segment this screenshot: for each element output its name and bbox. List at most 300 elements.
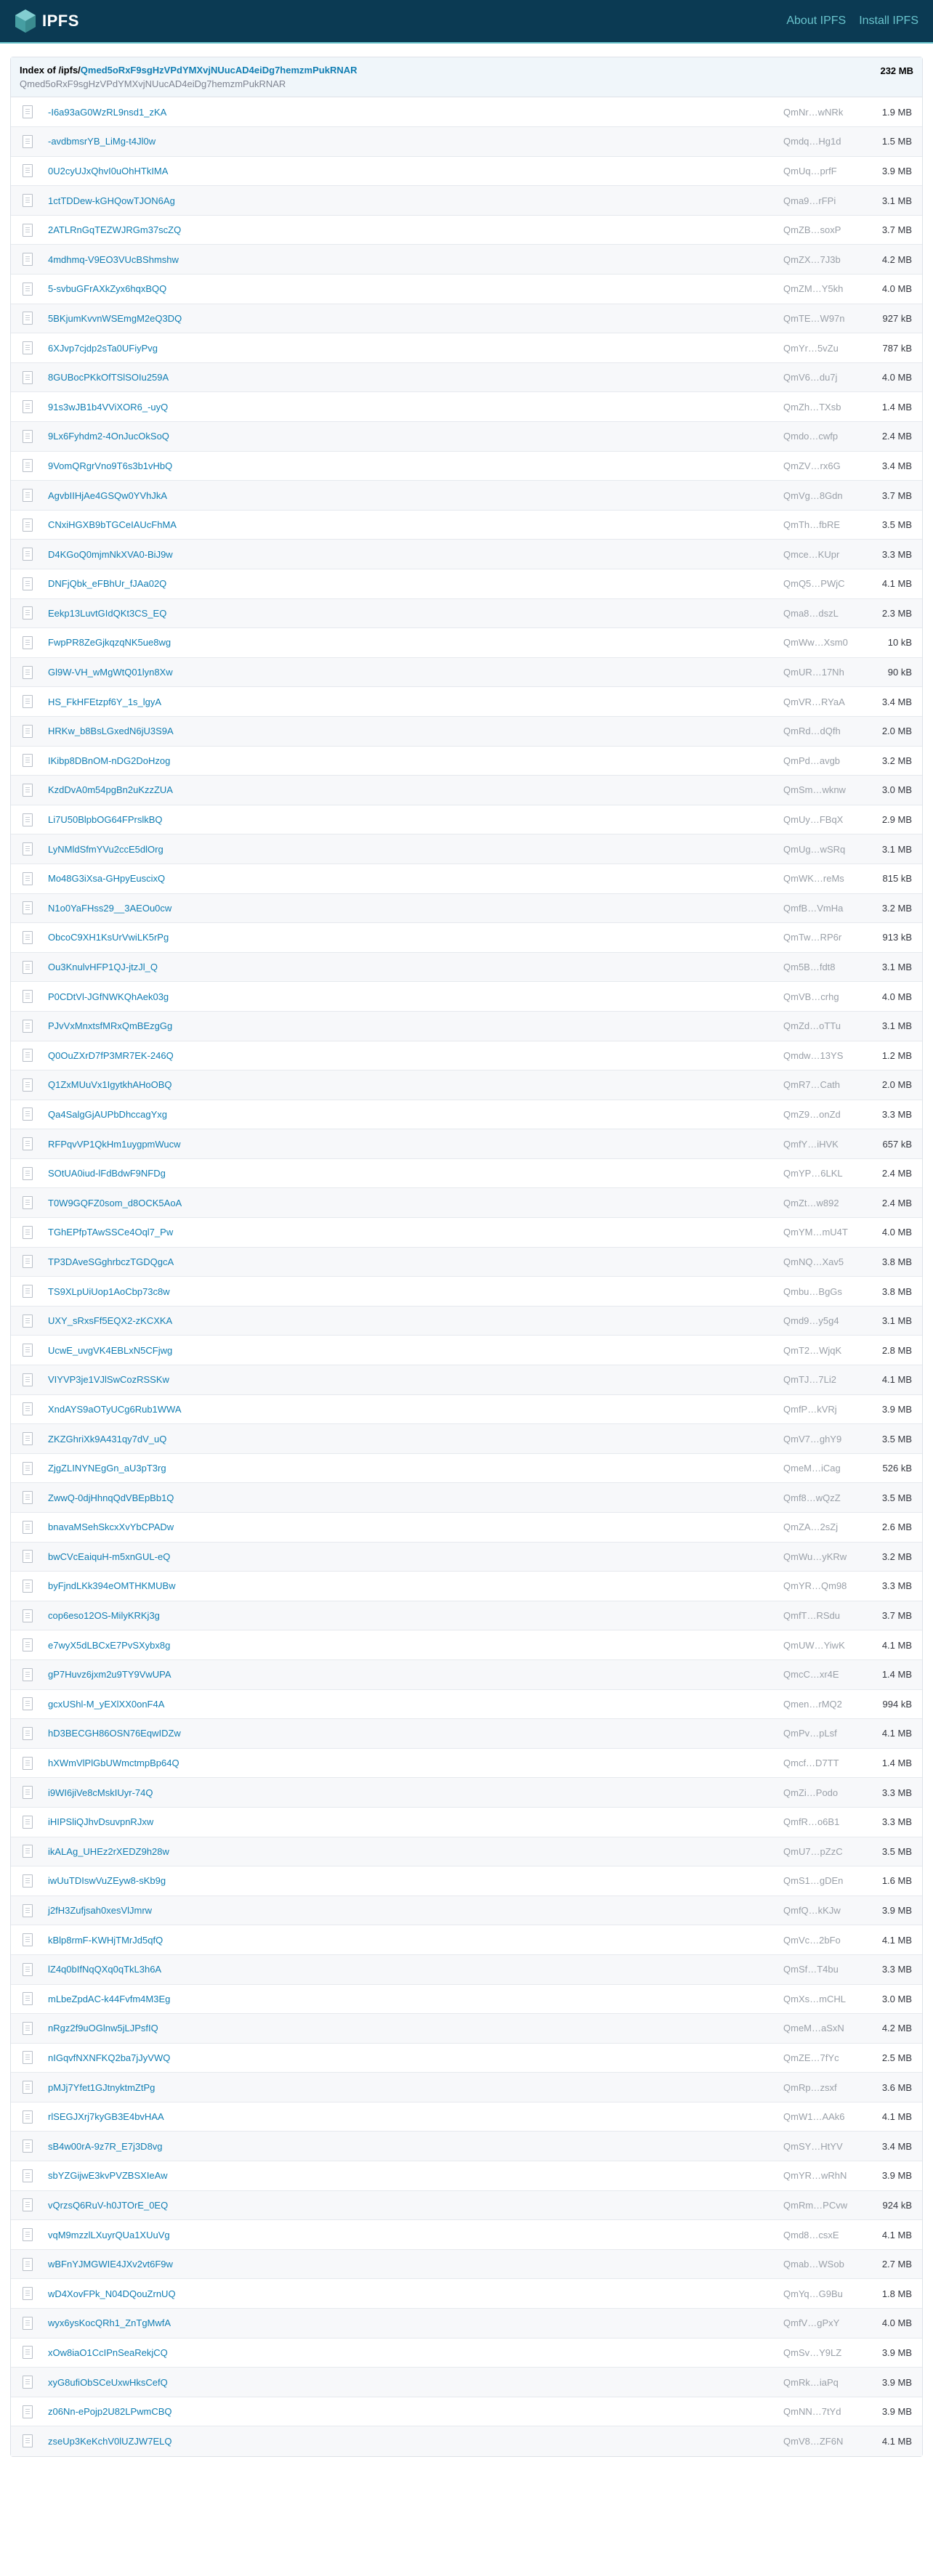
file-size: 2.7 MB (864, 2249, 922, 2279)
install-ipfs-link[interactable]: Install IPFS (859, 15, 918, 27)
file-icon-cell (11, 598, 47, 628)
file-name-link[interactable]: 9VomQRgrVno9T6s3b1vHbQ (48, 460, 173, 471)
file-row (11, 2249, 922, 2279)
about-ipfs-link[interactable]: About IPFS (786, 15, 847, 27)
file-name-cell (47, 1925, 783, 1955)
file-icon (23, 2228, 33, 2241)
file-hash[interactable]: QmUy…FBqX (783, 805, 864, 834)
file-row (11, 1719, 922, 1749)
file-name-cell (47, 1954, 783, 1984)
file-name-link[interactable]: pMJj7Yfet1GJtnyktmZtPg (48, 2081, 156, 2093)
file-hash[interactable]: QmWK…reMs (783, 864, 864, 893)
file-hash[interactable]: QmUW…YiwK (783, 1630, 864, 1660)
file-name-link[interactable]: mLbeZpdAC-k44Fvfm4M3Eg (48, 1993, 171, 2004)
file-hash[interactable]: QmWu…yKRw (783, 1542, 864, 1572)
file-hash[interactable]: QmYR…Qm98 (783, 1572, 864, 1601)
file-name-cell (47, 275, 783, 304)
file-name-link[interactable]: sB4w00rA-9z7R_E7j3D8vg (48, 2140, 163, 2152)
file-icon (23, 283, 33, 296)
file-hash[interactable]: QmRp…zsxf (783, 2073, 864, 2102)
file-name-link[interactable]: vQrzsQ6RuV-h0JTOrE_0EQ (48, 2199, 169, 2211)
file-name-link[interactable]: wD4XovFPk_N04DQouZrnUQ (48, 2288, 176, 2299)
file-hash[interactable]: QmVc…2bFo (783, 1925, 864, 1955)
file-name-link[interactable]: byFjndLKk394eOMTHKMUBw (48, 1580, 176, 1592)
file-hash[interactable]: QmR7…Cath (783, 1070, 864, 1100)
file-hash[interactable]: QmfY…iHVK (783, 1129, 864, 1159)
file-name-link[interactable]: HRKw_b8BsLGxedN6jU3S9A (48, 726, 174, 737)
file-name-link[interactable]: bnavaMSehSkcxXvYbCPADw (48, 1521, 174, 1533)
file-hash[interactable]: QmU7…pZzC (783, 1837, 864, 1866)
file-name-link[interactable]: 1ctTDDew-kGHQowTJON6Ag (48, 195, 175, 206)
file-size: 2.0 MB (864, 716, 922, 746)
file-hash[interactable]: QmVB…crhg (783, 982, 864, 1012)
file-row (11, 1070, 922, 1100)
file-row (11, 1896, 922, 1925)
file-hash[interactable]: Qmdw…13YS (783, 1041, 864, 1070)
brand[interactable] (15, 9, 79, 33)
file-name-cell (47, 2102, 783, 2132)
file-icon (23, 1874, 33, 1888)
file-name-link[interactable]: DNFjQbk_eFBhUr_fJAa02Q (48, 578, 167, 590)
file-name-cell (47, 186, 783, 216)
file-name-link[interactable]: j2fH3Zufjsah0xesVlJmrw (48, 1905, 153, 1917)
file-icon-cell (11, 1896, 47, 1925)
file-icon-cell (11, 2220, 47, 2250)
file-hash[interactable]: QmYr…5vZu (783, 333, 864, 363)
file-hash[interactable]: QmV7…ghY9 (783, 1424, 864, 1454)
file-hash[interactable]: QmRd…dQfh (783, 716, 864, 746)
file-name-cell (47, 2368, 783, 2397)
file-row (11, 333, 922, 363)
file-name-link[interactable]: CNxiHGXB9bTGCeIAUcFhMA (48, 519, 177, 531)
file-hash[interactable]: QmNQ…Xav5 (783, 1247, 864, 1277)
brand-name: IPFS (42, 12, 79, 30)
file-hash[interactable]: QmSv…Y9LZ (783, 2338, 864, 2368)
file-row (11, 1247, 922, 1277)
file-hash[interactable]: QmYR…wRhN (783, 2161, 864, 2191)
file-hash[interactable]: QmZE…7fYc (783, 2043, 864, 2073)
file-name-link[interactable]: Mo48G3iXsa-GHpyEuscixQ (48, 873, 166, 885)
file-name-link[interactable]: 0U2cyUJxQhvI0uOhHTkIMA (48, 165, 169, 176)
file-name-link[interactable]: gP7Huvz6jxm2u9TY9VwUPA (48, 1669, 171, 1681)
file-icon-cell (11, 1483, 47, 1513)
file-hash[interactable]: QmSm…wknw (783, 776, 864, 805)
file-name-link[interactable]: z06Nn-ePojp2U82LPwmCBQ (48, 2406, 172, 2418)
file-row (11, 156, 922, 186)
file-hash[interactable]: QmS1…gDEn (783, 1866, 864, 1896)
file-hash[interactable]: QmZB…soxP (783, 215, 864, 245)
file-size: 2.8 MB (864, 1336, 922, 1365)
file-hash[interactable]: QmW1…AAk6 (783, 2102, 864, 2132)
file-hash[interactable]: QmXs…mCHL (783, 1984, 864, 2014)
file-hash[interactable]: QmZM…Y5kh (783, 275, 864, 304)
file-name-link[interactable]: TGhEPfpTAwSSCe4Oql7_Pw (48, 1227, 174, 1238)
file-name-link[interactable]: AgvbIIHjAe4GSQw0YVhJkA (48, 489, 168, 501)
file-hash[interactable]: QmZX…7J3b (783, 245, 864, 275)
file-row (11, 569, 922, 599)
file-icon (23, 1521, 33, 1534)
file-hash[interactable]: QmYq…G9Bu (783, 2279, 864, 2309)
file-name-link[interactable]: T0W9GQFZ0som_d8OCK5AoA (48, 1197, 182, 1208)
file-icon-cell (11, 540, 47, 569)
file-name-link[interactable]: rlSEGJXrj7kyGB3E4bvHAA (48, 2111, 164, 2123)
file-name-link[interactable]: ikALAg_UHEz2rXEDZ9h28w (48, 1845, 169, 1857)
file-name-link[interactable]: Eekp13LuvtGIdQKt3CS_EQ (48, 607, 167, 619)
file-name-link[interactable]: 6XJvp7cjdp2sTa0UFiyPvg (48, 342, 158, 354)
file-row (11, 628, 922, 658)
file-name-cell (47, 1336, 783, 1365)
file-icon (23, 459, 33, 472)
file-name-link[interactable]: iHIPSliQJhvDsuvpnRJxw (48, 1816, 154, 1828)
file-hash[interactable]: Qm5B…fdt8 (783, 952, 864, 982)
file-name-cell (47, 481, 783, 511)
file-name-link[interactable]: xOw8iaO1CcIPnSeaRekjCQ (48, 2347, 168, 2358)
file-row (11, 1630, 922, 1660)
file-name-link[interactable]: 9Lx6Fyhdm2-4OnJucOkSoQ (48, 431, 169, 442)
file-name-link[interactable]: gcxUShl-M_yEXlXX0onF4A (48, 1698, 165, 1710)
file-hash[interactable]: QmSY…HtYV (783, 2132, 864, 2161)
file-name-link[interactable]: Qa4SalgGjAUPbDhccagYxg (48, 1108, 168, 1120)
file-row (11, 2279, 922, 2309)
file-icon (23, 2169, 33, 2182)
file-name-link[interactable]: 8GUBocPKkOfTSlSOIu259A (48, 372, 169, 383)
file-name-link[interactable]: UcwE_uvgVK4EBLxN5CFjwg (48, 1344, 173, 1356)
file-name-cell (47, 746, 783, 776)
file-name-link[interactable]: -avdbmsrYB_LiMg-t4Jl0w (48, 136, 156, 147)
file-name-link[interactable]: vqM9mzzlLXuyrQUa1XUuVg (48, 2229, 170, 2240)
file-name-link[interactable]: bwCVcEaiquH-m5xnGUL-eQ (48, 1551, 171, 1562)
file-name-link[interactable]: Gl9W-VH_wMgWtQ01lyn8Xw (48, 667, 173, 678)
file-name-link[interactable]: Ou3KnulvHFP1QJ-jtzJl_Q (48, 962, 158, 973)
file-icon (23, 2346, 33, 2359)
file-hash[interactable]: QmfT…RSdu (783, 1601, 864, 1630)
file-name-cell (47, 1041, 783, 1070)
file-name-link[interactable]: -I6a93aG0WzRL9nsd1_zKA (48, 106, 167, 118)
file-name-link[interactable]: cop6eso12OS-MilyKRKj3g (48, 1610, 160, 1622)
file-name-link[interactable]: Li7U50BlpbOG64FPrslkBQ (48, 814, 163, 826)
file-row (11, 2220, 922, 2250)
file-row (11, 1011, 922, 1041)
file-row (11, 2426, 922, 2456)
file-hash[interactable]: QmTw…RP6r (783, 923, 864, 953)
file-name-cell (47, 1866, 783, 1896)
file-name-cell (47, 1630, 783, 1660)
file-size: 3.7 MB (864, 481, 922, 511)
file-icon-cell (11, 1453, 47, 1483)
file-icon-cell (11, 362, 47, 392)
file-row (11, 2190, 922, 2220)
file-name-link[interactable]: i9WI6jiVe8cMskIUyr-74Q (48, 1787, 153, 1798)
file-name-cell (47, 834, 783, 864)
file-icon-cell (11, 2073, 47, 2102)
file-row (11, 982, 922, 1012)
file-name-link[interactable]: D4KGoQ0mjmNkXVA0-BiJ9w (48, 548, 173, 560)
file-hash[interactable]: QmVg…8Gdn (783, 481, 864, 511)
file-row (11, 1984, 922, 2014)
file-size: 927 kB (864, 304, 922, 333)
file-icon-cell (11, 1807, 47, 1837)
file-name-cell (47, 127, 783, 157)
file-size: 4.0 MB (864, 982, 922, 1012)
file-icon-cell (11, 1070, 47, 1100)
file-size: 3.3 MB (864, 1100, 922, 1129)
file-size: 3.5 MB (864, 510, 922, 540)
file-size: 787 kB (864, 333, 922, 363)
file-size: 3.9 MB (864, 2161, 922, 2191)
file-hash[interactable]: QmZt…w892 (783, 1188, 864, 1218)
file-hash[interactable]: QmV6…du7j (783, 362, 864, 392)
file-name-link[interactable]: 4mdhmq-V9EO3VUcBShmshw (48, 253, 179, 265)
file-hash[interactable]: QmfV…gPxY (783, 2309, 864, 2339)
file-hash[interactable]: QmeM…aSxN (783, 2014, 864, 2044)
file-icon (23, 1049, 33, 1062)
file-name-link[interactable]: 5BKjumKvvnWSEmgM2eQ3DQ (48, 312, 182, 324)
file-row (11, 510, 922, 540)
file-hash[interactable]: Qmd8…csxE (783, 2220, 864, 2250)
file-row (11, 1129, 922, 1159)
file-hash[interactable]: QmWw…Xsm0 (783, 628, 864, 658)
file-icon (23, 1992, 33, 2005)
file-size: 4.1 MB (864, 569, 922, 599)
file-hash[interactable]: Qmdq…Hg1d (783, 127, 864, 157)
file-name-link[interactable]: TP3DAveSGghrbczTGDQgcA (48, 1256, 174, 1267)
file-name-link[interactable]: SOtUA0iud-lFdBdwF9NFDg (48, 1168, 166, 1179)
file-hash[interactable]: QmTE…W97n (783, 304, 864, 333)
file-hash[interactable]: QmNr…wNRk (783, 106, 844, 118)
file-icon-cell (11, 1100, 47, 1129)
file-hash[interactable]: Qmf8…wQzZ (783, 1483, 864, 1513)
file-size: 994 kB (864, 1689, 922, 1719)
file-hash[interactable]: QmfB…VmHa (783, 893, 864, 923)
file-hash[interactable]: QmUR…17Nh (783, 657, 864, 687)
file-name-cell (47, 156, 783, 186)
file-hash[interactable]: QmTJ…7Li2 (783, 1365, 864, 1395)
file-name-link[interactable]: TS9XLpUiUop1AoCbp73c8w (48, 1285, 170, 1297)
file-hash[interactable]: QmZh…TXsb (783, 392, 864, 422)
file-icon-cell (11, 687, 47, 717)
file-name-link[interactable]: nRgz2f9uOGlnw5jLJPsfIQ (48, 2023, 158, 2034)
file-hash[interactable]: QmRk…iaPq (783, 2368, 864, 2397)
file-icon-cell (11, 1748, 47, 1778)
file-icon (23, 194, 33, 207)
file-icon-cell (11, 2132, 47, 2161)
file-icon (23, 224, 33, 237)
file-name-link[interactable]: IKibp8DBnOM-nDG2DoHzog (48, 755, 171, 766)
file-name-cell (47, 362, 783, 392)
file-hash[interactable]: QmfR…o6B1 (783, 1807, 864, 1837)
file-name-cell (47, 245, 783, 275)
file-name-link[interactable]: 2ATLRnGqTEZWJRGm37scZQ (48, 224, 182, 236)
file-name-link[interactable]: sbYZGijwE3kvPVZBSXIeAw (48, 2170, 168, 2182)
file-hash[interactable]: QmUq…prfF (783, 156, 864, 186)
file-icon-cell (11, 1572, 47, 1601)
file-hash[interactable]: QmPv…pLsf (783, 1719, 864, 1749)
file-name-cell (47, 215, 783, 245)
file-hash[interactable]: QmNN…7tYd (783, 2397, 864, 2426)
file-name-cell (47, 2338, 783, 2368)
file-row (11, 1483, 922, 1513)
file-row (11, 1336, 922, 1365)
file-icon (23, 2051, 33, 2064)
file-size: 3.9 MB (864, 1394, 922, 1424)
file-name-link[interactable]: LyNMldSfmYVu2ccE5dlOrg (48, 843, 163, 855)
file-hash[interactable]: Qma9…rFPi (783, 186, 864, 216)
file-hash[interactable]: QmfQ…kKJw (783, 1896, 864, 1925)
file-name-link[interactable]: ZjgZLINYNEgGn_aU3pT3rg (48, 1463, 166, 1474)
file-name-cell (47, 1277, 783, 1307)
file-icon-cell (11, 2249, 47, 2279)
file-hash[interactable]: QmZ9…onZd (783, 1100, 864, 1129)
file-name-cell (47, 1689, 783, 1719)
file-row (11, 1158, 922, 1188)
file-hash[interactable]: QmYM…mU4T (783, 1218, 864, 1248)
file-size: 3.8 MB (864, 1247, 922, 1277)
file-icon-cell (11, 746, 47, 776)
file-hash[interactable]: Qma8…dszL (783, 598, 864, 628)
file-hash[interactable]: Qmd9…y5g4 (783, 1306, 864, 1336)
file-hash[interactable]: Qmab…WSob (783, 2249, 864, 2279)
file-icon (23, 1668, 33, 1681)
file-name-link[interactable]: HS_FkHFEtzpf6Y_1s_lgyA (48, 696, 162, 707)
file-name-cell (47, 2161, 783, 2191)
file-hash[interactable]: QmQ5…PWjC (783, 569, 864, 599)
file-hash[interactable]: QmTh…fbRE (783, 510, 864, 540)
file-name-link[interactable]: lZ4q0bIfNqQXq0qTkL3h6A (48, 1964, 162, 1975)
file-size: 3.9 MB (864, 2397, 922, 2426)
file-hash[interactable]: QmSf…T4bu (783, 1954, 864, 1984)
file-size: 2.9 MB (864, 805, 922, 834)
file-name-link[interactable]: zseUp3KeKchV0lUZJW7ELQ (48, 2435, 172, 2447)
file-size: 3.8 MB (864, 1277, 922, 1307)
file-name-link[interactable]: xyG8ufiObSCeUxwHksCefQ (48, 2376, 168, 2388)
file-name-link[interactable]: 91s3wJB1b4VViXOR6_-uyQ (48, 401, 169, 413)
file-hash[interactable]: QmPd…avgb (783, 746, 864, 776)
file-size: 4.0 MB (864, 362, 922, 392)
file-name-cell (47, 304, 783, 333)
file-name-link[interactable]: VIYVP3je1VJlSwCozRSSKw (48, 1374, 169, 1386)
file-name-cell (47, 628, 783, 658)
index-title-block (20, 65, 358, 89)
top-nav (786, 15, 918, 28)
file-hash[interactable]: QmYP…6LKL (783, 1158, 864, 1188)
file-icon-cell (11, 2043, 47, 2073)
file-name-link[interactable]: 5-svbuGFrAXkZyx6hqxBQQ (48, 283, 167, 295)
file-row (11, 304, 922, 333)
file-hash[interactable]: QmVR…RYaA (783, 687, 864, 717)
file-name-link[interactable]: wyx6ysKocQRh1_ZnTgMwfA (48, 2317, 171, 2329)
file-hash[interactable]: QmZi…Podo (783, 1778, 864, 1808)
file-hash[interactable]: QmRm…PCvw (783, 2190, 864, 2220)
file-hash[interactable]: QmeM…iCag (783, 1453, 864, 1483)
file-hash[interactable]: Qmbu…BgGs (783, 1277, 864, 1307)
file-hash[interactable]: QmZd…oTTu (783, 1011, 864, 1041)
file-icon-cell (11, 776, 47, 805)
file-name-link[interactable]: ZwwQ-0djHhnqQdVBEpBb1Q (48, 1492, 174, 1503)
file-name-cell (47, 776, 783, 805)
file-hash[interactable]: QmV8…ZF6N (783, 2426, 864, 2456)
root-cid-link[interactable]: Qmed5oRxF9sgHzVPdYMXvjNUucAD4eiDg7hemzmPukRNAR (80, 65, 358, 76)
file-icon-cell (11, 1601, 47, 1630)
file-size: 3.9 MB (864, 156, 922, 186)
file-icon (23, 2317, 33, 2330)
file-row (11, 1572, 922, 1601)
file-icon (23, 1196, 33, 1209)
file-icon-cell (11, 2397, 47, 2426)
file-icon (23, 1550, 33, 1563)
file-name-link[interactable]: RFPqvVP1QkHm1uygpmWucw (48, 1138, 181, 1150)
file-name-link[interactable]: ObcoC9XH1KsUrVwiLK5rPg (48, 932, 169, 943)
file-name-cell (47, 893, 783, 923)
file-size: 1.9 MB (881, 106, 912, 118)
file-hash[interactable]: QmZA…2sZj (783, 1513, 864, 1543)
file-icon (23, 1226, 33, 1239)
file-icon-cell (11, 2309, 47, 2339)
file-name-link[interactable]: kBlp8rmF-KWHjTMrJd5qfQ (48, 1934, 163, 1946)
file-name-cell (47, 2397, 783, 2426)
file-name-link[interactable]: iwUuTDIswVuZEyw8-sKb9g (48, 1875, 166, 1887)
file-hash[interactable]: QmcC…xr4E (783, 1659, 864, 1689)
file-name-link[interactable]: PJvVxMnxtsfMRxQmBEzgGg (48, 1020, 173, 1032)
file-name-link[interactable]: Q1ZxMUuVx1IgytkhAHoOBQ (48, 1079, 172, 1091)
file-icon (23, 164, 33, 177)
file-hash[interactable]: QmT2…WjqK (783, 1336, 864, 1365)
file-icon (23, 1315, 33, 1328)
file-size: 3.5 MB (864, 1424, 922, 1454)
file-name-link[interactable]: hD3BECGH86OSN76EqwIDZw (48, 1728, 181, 1739)
file-name-link[interactable]: XndAYS9aOTyUCg6Rub1WWA (48, 1403, 182, 1415)
file-name-cell (47, 1748, 783, 1778)
file-hash[interactable]: Qmdo…cwfp (783, 422, 864, 452)
file-icon (23, 2287, 33, 2300)
file-name-cell (47, 1778, 783, 1808)
file-size: 1.5 MB (864, 127, 922, 157)
file-icon-cell (11, 1630, 47, 1660)
file-icon (23, 901, 33, 914)
file-icon (23, 1491, 33, 1504)
file-name-link[interactable]: UXY_sRxsFf5EQX2-zKCXKA (48, 1315, 173, 1327)
file-hash[interactable]: QmZV…rx6G (783, 451, 864, 481)
file-name-link[interactable]: FwpPR8ZeGjkqzqNK5ue8wg (48, 637, 171, 649)
file-name-link[interactable]: ZKZGhriXk9A431qy7dV_uQ (48, 1433, 167, 1445)
file-icon-cell (11, 333, 47, 363)
file-hash[interactable]: Qmcf…D7TT (783, 1748, 864, 1778)
file-hash[interactable]: QmfP…kVRj (783, 1394, 864, 1424)
file-name-cell (47, 2309, 783, 2339)
file-hash[interactable]: Qmen…rMQ2 (783, 1689, 864, 1719)
file-name-link[interactable]: Q0OuZXrD7fP3MR7EK-246Q (48, 1049, 174, 1061)
file-icon (23, 341, 33, 354)
file-hash[interactable]: Qmce…KUpr (783, 540, 864, 569)
file-name-link[interactable]: wBFnYJMGWIE4JXv2vt6F9w (48, 2259, 173, 2270)
file-icon-cell (11, 1513, 47, 1543)
file-icon (23, 872, 33, 885)
file-name-link[interactable]: e7wyX5dLBCxE7PvSXybx8g (48, 1639, 171, 1651)
file-name-link[interactable]: nIGqvfNXNFKQ2ba7jJyVWQ (48, 2052, 171, 2063)
file-name-link[interactable]: N1o0YaFHss29__3AEOu0cw (48, 902, 172, 914)
file-name-link[interactable]: hXWmVlPlGbUWmctmpBp64Q (48, 1758, 179, 1769)
file-size: 3.3 MB (864, 1778, 922, 1808)
file-size: 3.3 MB (864, 1954, 922, 1984)
file-name-cell (47, 1100, 783, 1129)
file-icon (23, 430, 33, 443)
file-name-cell (47, 2073, 783, 2102)
file-hash[interactable]: QmUg…wSRq (783, 834, 864, 864)
index-prefix: Index of /ipfs/ (20, 65, 81, 76)
file-name-link[interactable]: P0CDtVl-JGfNWKQhAek03g (48, 991, 169, 1002)
file-icon-cell (11, 510, 47, 540)
file-name-link[interactable]: KzdDvA0m54pgBn2uKzzZUA (48, 784, 173, 796)
file-row (11, 923, 922, 953)
